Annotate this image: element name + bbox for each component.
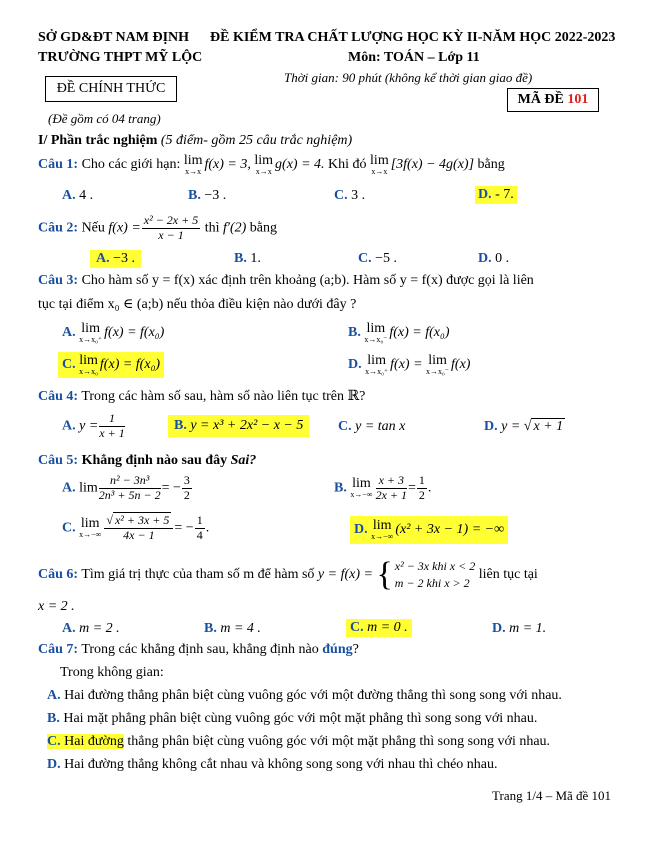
q4-option-b[interactable]: B. y = x³ + 2x² − x − 5 bbox=[168, 415, 309, 437]
question-6-label: Câu 6: bbox=[38, 567, 79, 583]
q6-option-a[interactable]: A. m = 2 . bbox=[62, 621, 120, 636]
q4-option-a[interactable]: A. y = $\frac{1}{x + 1}$ bbox=[62, 411, 125, 440]
question-2-label: Câu 2: bbox=[38, 220, 79, 236]
q3-option-c[interactable]: C. lim x→x₀ f(x) = f(x₀) bbox=[58, 352, 164, 378]
q1-option-c[interactable]: C. 3 . bbox=[334, 188, 366, 203]
question-6: Câu 6: Tìm giá trị thực của tham số m để hàm số y = f(x) = { x² − 3x khi x < 2 m − 2 khi x > 2 liên tục tại bbox=[38, 556, 538, 593]
q2-option-d[interactable]: D. 0 . bbox=[478, 251, 510, 266]
limit-2: lim x→x bbox=[254, 153, 274, 176]
q7-option-a[interactable]: A. Hai đường thẳng phân biệt cùng vuông góc với một đường thẳng thì song song với nhau. bbox=[47, 688, 562, 703]
question-3: Câu 3: Cho hàm số y = f(x) xác định trên khoảng (a;b). Hàm số y = f(x) được gọi là liên bbox=[38, 273, 534, 288]
q6-option-d[interactable]: D. m = 1. bbox=[492, 621, 547, 636]
question-5-label: Câu 5: bbox=[38, 453, 79, 468]
q6-option-b[interactable]: B. m = 4 . bbox=[204, 621, 261, 636]
official-label: ĐỀ CHÍNH THỨC bbox=[56, 81, 166, 96]
question-1: Câu 1: Cho các giới hạn: lim x→x f(x) = 3, lim x→x g(x) = 4. Khi đó lim x→x [3f(x) − 4g(x)] bằng bbox=[38, 153, 505, 176]
exam-code-label: MÃ ĐỀ bbox=[517, 92, 568, 107]
limit-3: lim x→x bbox=[370, 153, 389, 176]
q7-option-c[interactable]: C. Hai đường thẳng phân biệt cùng vuông góc với một mặt phẳng thì song song với nhau. bbox=[47, 734, 551, 749]
question-3-line2: tục tại điểm x₀ ∈ (a;b) nếu thỏa điều kiện nào dưới đây ? bbox=[38, 297, 357, 312]
q4-option-d[interactable]: D. y = √ x + 1 bbox=[484, 419, 564, 434]
subject-line: Môn: TOÁN – Lớp 11 bbox=[348, 50, 480, 65]
q5-option-b[interactable]: B. lim x→−∞ $\frac{x + 3}{2x + 1}$ = $\frac{1}{2}$ . bbox=[334, 473, 432, 502]
question-4: Câu 4: Trong các hàm số sau, hàm số nào liên tục trên ℝ? bbox=[38, 389, 366, 404]
page-footer: Trang 1/4 – Mã đề 101 bbox=[492, 788, 612, 803]
q1-option-d[interactable]: D. - 7. bbox=[475, 186, 517, 204]
q6-option-c[interactable]: C. m = 0 . bbox=[346, 619, 412, 637]
piecewise-function: { x² − 3x khi x < 2 m − 2 khi x > 2 bbox=[376, 556, 476, 593]
q1-option-b[interactable]: B. −3 . bbox=[188, 188, 227, 203]
exam-code-box bbox=[507, 88, 599, 112]
q5-option-a[interactable]: A. lim $\frac{\text{n² − 3n³}}{\text{2n³ + 5n − 2}}$ = − $\frac{3}{2}$ bbox=[62, 473, 190, 502]
question-7: Câu 7: Trong các khẳng định sau, khẳng định nào đúng? bbox=[38, 642, 359, 657]
question-6-line2: x = 2 . bbox=[38, 599, 75, 614]
exam-code-value: 101 bbox=[567, 92, 589, 107]
department-name: SỞ GD&ĐT NAM ĐỊNH bbox=[38, 30, 190, 45]
question-4-label: Câu 4: bbox=[38, 389, 79, 404]
school-name: TRƯỜNG THPT MỸ LỘC bbox=[38, 50, 203, 65]
question-7-intro: Trong không gian: bbox=[60, 665, 164, 680]
limit-1: lim x→x bbox=[183, 153, 203, 176]
q2-option-c[interactable]: C. −5 . bbox=[358, 251, 398, 266]
q3-option-b[interactable]: B. lim x→x₀⁻ f(x) = f(x₀) bbox=[348, 321, 450, 344]
q3-option-d[interactable]: D. lim x→x₀⁺ f(x) = lim x→x₀⁻ f(x) bbox=[348, 353, 471, 376]
question-1-label: Câu 1: bbox=[38, 157, 79, 173]
q2-fraction: $\frac{\text{x² − 2x + 5}}{x - 1}$ bbox=[143, 213, 199, 242]
section-title: I/ Phần trắc nghiệm (5 điểm- gồm 25 câu trắc nghiệm) bbox=[38, 133, 353, 148]
official-box bbox=[45, 76, 177, 102]
q2-option-a[interactable]: A. −3 . bbox=[90, 250, 141, 268]
q7-option-b[interactable]: B. Hai mặt phẳng phân biệt cùng vuông góc với một mặt phẳng thì song song với nhau. bbox=[47, 711, 538, 726]
time-line: Thời gian: 90 phút (không kể thời gian giao đề) bbox=[284, 70, 533, 85]
q1-option-a[interactable]: A. 4 . bbox=[62, 188, 94, 203]
question-7-label: Câu 7: bbox=[38, 642, 79, 657]
q7-option-d[interactable]: D. Hai đường thẳng không cắt nhau và không song song với nhau thì chéo nhau. bbox=[47, 757, 498, 772]
q5-option-d[interactable]: D. lim x→−∞ (x² + 3x − 1) = −∞ bbox=[350, 516, 508, 544]
question-5: Câu 5: Khẳng định nào sau đây Sai? bbox=[38, 453, 257, 468]
q4-option-c[interactable]: C. y = tan x bbox=[338, 419, 406, 434]
question-3-label: Câu 3: bbox=[38, 273, 79, 288]
pages-note: (Đề gồm có 04 trang) bbox=[48, 111, 161, 126]
q5-option-c[interactable]: C. lim x→−∞ $\frac{\text{√ x² + 3x + 5}}{4x - 1}$ = − $\frac{1}{4}$ . bbox=[62, 513, 210, 542]
exam-title: ĐỀ KIỂM TRA CHẤT LƯỢNG HỌC KỲ II-NĂM HỌC 2022-2023 bbox=[210, 30, 616, 45]
q3-option-a[interactable]: A. lim x→x₀⁺ f(x) = f(x₀) bbox=[62, 321, 165, 344]
question-2: Câu 2: Nếu f(x) = $\frac{\text{x² − 2x + 5}}{x - 1}$ thì f′(2) bằng bbox=[38, 213, 277, 242]
q2-option-b[interactable]: B. 1. bbox=[234, 251, 261, 266]
